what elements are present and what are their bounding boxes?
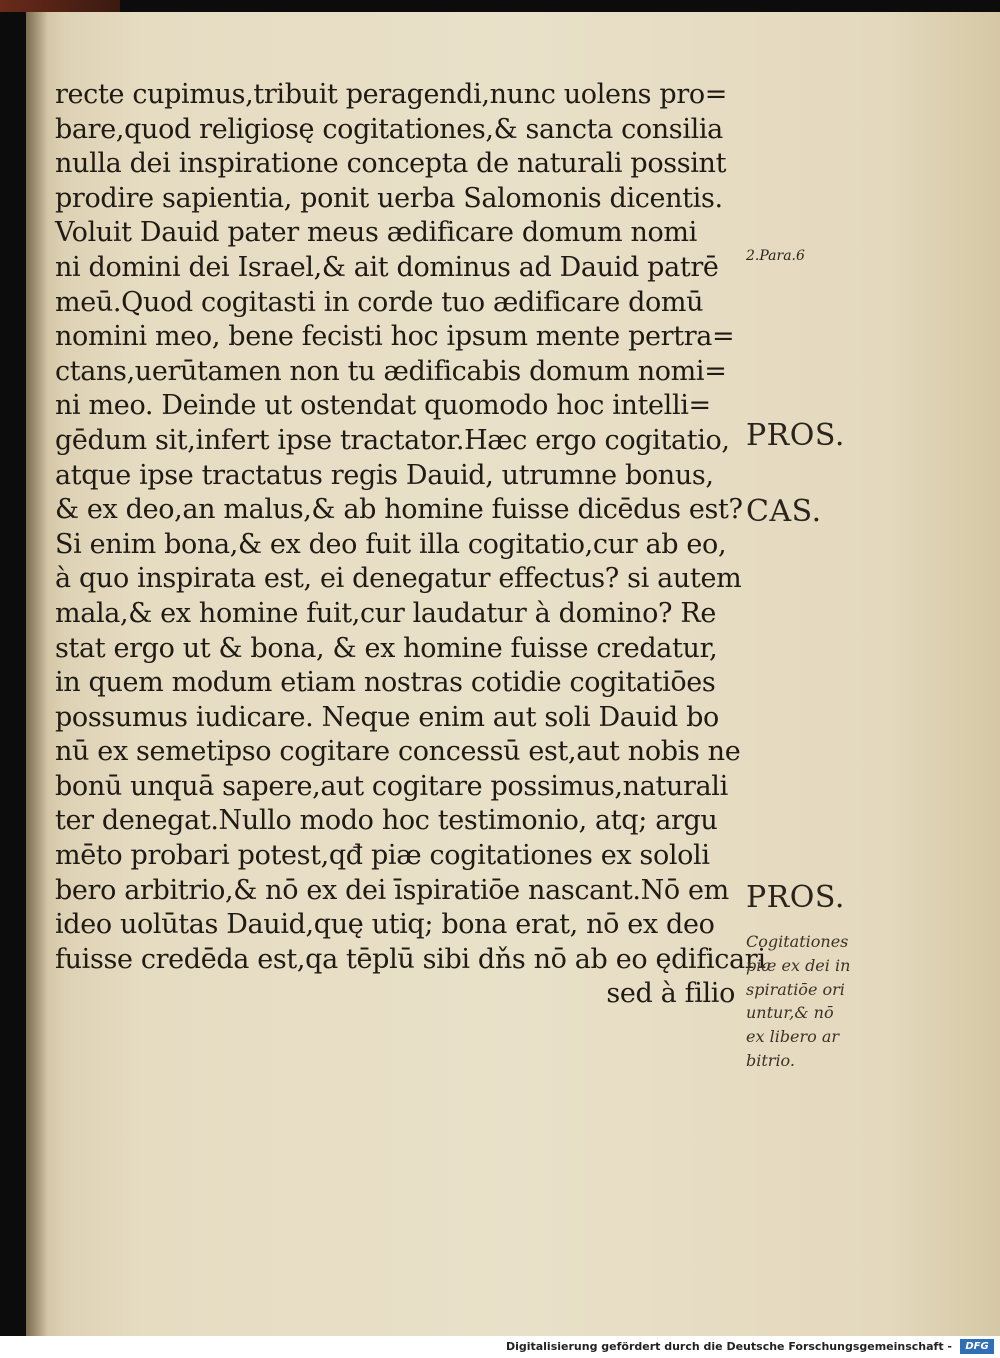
text-line: Si enim bona,& ex deo fuit illa cogitatio,cur ab eo, bbox=[55, 528, 727, 560]
text-line: ni meo. Deinde ut ostendat quomodo hoc intelli= bbox=[55, 390, 711, 422]
gutter-shadow bbox=[26, 12, 48, 1336]
text-line: in quem modum etiam nostras cotidie cogitatiōes bbox=[55, 667, 716, 699]
margin-note-line: Cogitationes bbox=[746, 932, 849, 951]
dfg-logo-icon: DFG bbox=[960, 1339, 994, 1354]
text-line: bare,quod religiosę cogitationes,& sancta consilia bbox=[55, 113, 723, 145]
text-line: prodire sapientia, ponit uerba Salomonis dicentis. bbox=[55, 182, 723, 214]
text-line: nū ex semetipso cogitare concessū est,aut nobis ne bbox=[55, 736, 741, 768]
text-line: à quo inspirata est, ei denegatur effectus? si autem bbox=[55, 563, 742, 595]
margin-note-line: piæ ex dei in bbox=[746, 955, 851, 975]
text-line: mēto probari potest,qđ piæ cogitationes ex sololi bbox=[55, 840, 710, 872]
text-line-catchword: sed à filio bbox=[606, 978, 735, 1010]
margin-speaker-label: PROS. bbox=[746, 418, 845, 453]
text-line: atque ipse tractatus regis Dauid, utrumne bonus, bbox=[55, 459, 714, 491]
footer-bar bbox=[0, 1336, 1000, 1358]
binding-edge-strip bbox=[0, 0, 120, 12]
margin-note-line: bitrio. bbox=[746, 1050, 795, 1070]
margin-note-line: spiratiōe ori bbox=[746, 979, 845, 999]
text-line: nomini meo, bene fecisti hoc ipsum mente pertra= bbox=[55, 321, 735, 353]
text-line: nulla dei inspiratione concepta de naturali possint bbox=[55, 148, 727, 180]
text-line: gēdum sit,infert ipse tractator.Hæc ergo cogitatio, bbox=[55, 424, 730, 456]
text-line: meū.Quod cogitasti in corde tuo ædificare domū bbox=[55, 286, 704, 318]
margin-note-line: ex libero ar bbox=[746, 1027, 840, 1047]
margin-note-line: untur,& nō bbox=[746, 1003, 834, 1023]
text-line: possumus iudicare. Neque enim aut soli Dauid bo bbox=[55, 701, 719, 733]
text-line: fuisse credēda est,qa tēplū sibi dňs nō ab eo ędificari bbox=[55, 943, 766, 975]
margin-gloss-note bbox=[746, 930, 871, 1073]
text-line: mala,& ex homine fuit,cur laudatur à domino? Re bbox=[55, 597, 716, 629]
margin-scripture-reference: 2.Para.6 bbox=[746, 248, 805, 264]
text-line: ctans,uerūtamen non tu ædificabis domum nomi= bbox=[55, 355, 727, 387]
text-line: ter denegat.Nullo modo hoc testimonio, atq; argu bbox=[55, 805, 718, 837]
margin-speaker-label: PROS. bbox=[746, 880, 845, 915]
text-line: Voluit Dauid pater meus ædificare domum nomi bbox=[55, 217, 697, 249]
margin-speaker-label: CAS. bbox=[746, 494, 822, 529]
text-line: recte cupimus,tribuit peragendi,nunc uolens pro= bbox=[55, 79, 728, 110]
text-line: ni domini dei Israel,& ait dominus ad Dauid patrē bbox=[55, 251, 719, 283]
funding-notice: Digitalisierung gefördert durch die Deutsche Forschungsgemeinschaft - bbox=[505, 1340, 952, 1353]
main-text-block bbox=[55, 78, 766, 1012]
text-line: stat ergo ut & bona, & ex homine fuisse credatur, bbox=[55, 632, 718, 664]
text-line: & ex deo,an malus,& ab homine fuisse dicēdus est? bbox=[55, 494, 743, 526]
text-line: ideo uolūtas Dauid,quę utiq; bona erat, nō ex deo bbox=[55, 909, 715, 941]
text-line: bero arbitrio,& nō ex dei īspiratiōe nascant.Nō em bbox=[55, 874, 729, 906]
text-line: bonū unquā sapere,aut cogitare possimus,naturali bbox=[55, 770, 728, 802]
